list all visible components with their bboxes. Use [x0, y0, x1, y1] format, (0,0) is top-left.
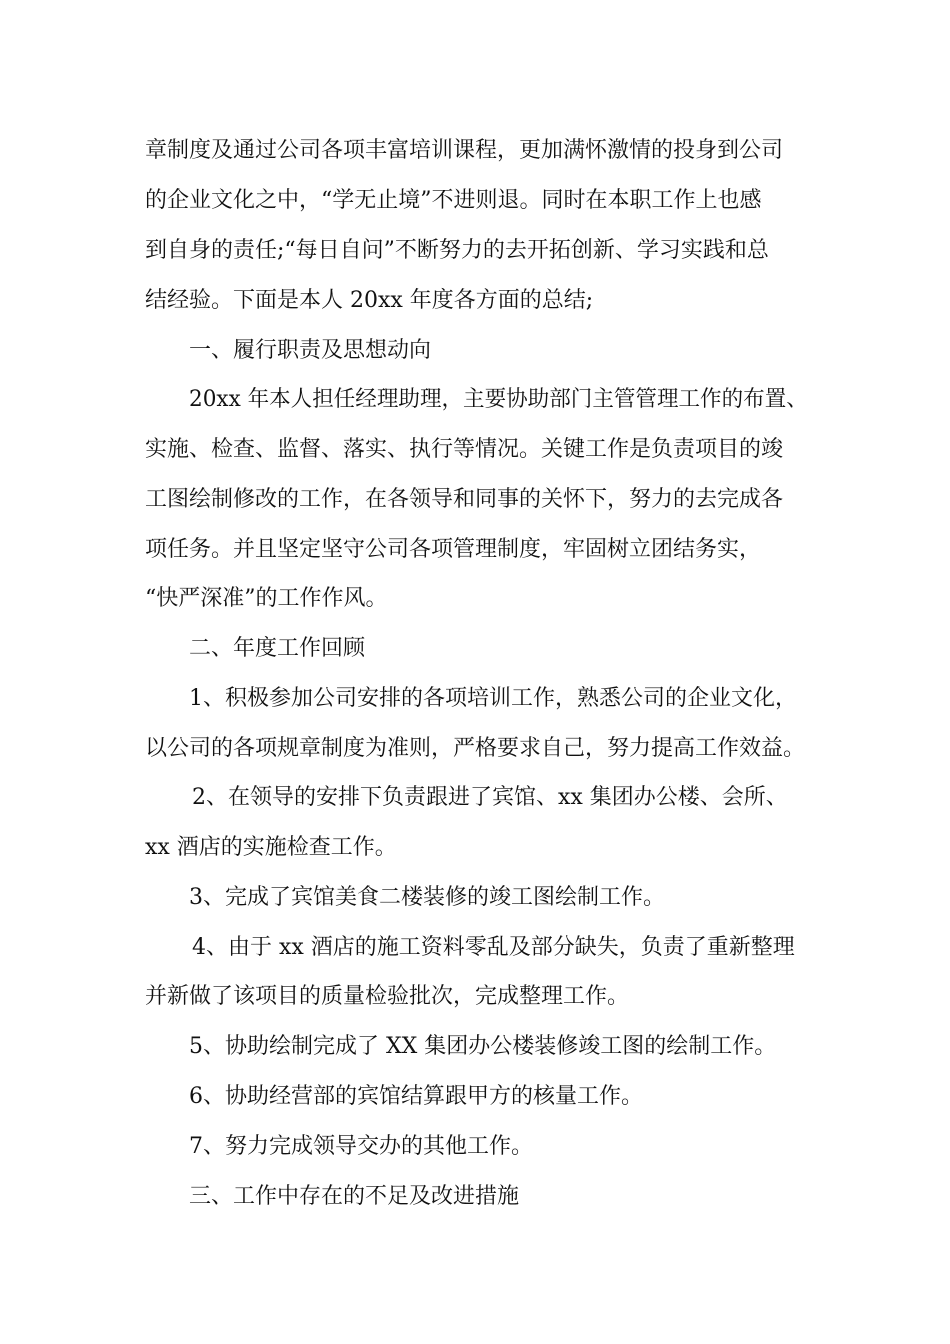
- paragraph-line: 结经验。下面是本人 20xx 年度各方面的总结;: [145, 288, 594, 313]
- section-heading: 二、年度工作回顾: [189, 636, 366, 661]
- paragraph-line: 20xx 年本人担任经理助理，主要协助部门主管管理工作的布置、: [189, 387, 808, 412]
- paragraph-line: 章制度及通过公司各项丰富培训课程，更加满怀激情的投身到公司: [145, 138, 784, 163]
- section-heading: 一、履行职责及思想动向: [189, 338, 432, 363]
- paragraph-line: 项任务。并且坚定坚守公司各项管理制度，牢固树立团结务实，: [145, 537, 762, 562]
- list-item: 7、努力完成领导交办的其他工作。: [189, 1134, 533, 1159]
- list-item-continuation: 并新做了该项目的质量检验批次，完成整理工作。: [145, 984, 630, 1009]
- list-item-continuation: xx 酒店的实施检查工作。: [145, 835, 397, 860]
- list-item: 1、积极参加公司安排的各项培训工作，熟悉公司的企业文化，: [189, 686, 797, 711]
- paragraph-line: “快严深准”的工作作风。: [145, 586, 388, 611]
- paragraph-line: 工图绘制修改的工作，在各领导和同事的关怀下，努力的去完成各: [145, 487, 784, 512]
- list-item: 5、协助绘制完成了 XX 集团办公楼装修竣工图的绘制工作。: [189, 1034, 777, 1059]
- list-item: 2、在领导的安排下负责跟进了宾馆、xx 集团办公楼、会所、: [192, 785, 788, 810]
- paragraph-line: 到自身的责任;“每日自问”不断努力的去开拓创新、学习实践和总: [145, 238, 769, 263]
- list-item: 3、完成了宾馆美食二楼装修的竣工图绘制工作。: [189, 885, 665, 910]
- list-item: 6、协助经营部的宾馆结算跟甲方的核量工作。: [189, 1084, 643, 1109]
- section-heading: 三、工作中存在的不足及改进措施: [189, 1184, 520, 1209]
- list-item-continuation: 以公司的各项规章制度为准则，严格要求自己，努力提高工作效益。: [145, 736, 806, 761]
- paragraph-line: 实施、检查、监督、落实、执行等情况。关键工作是负责项目的竣: [145, 437, 784, 462]
- list-item: 4、由于 xx 酒店的施工资料零乱及部分缺失，负责了重新整理: [192, 935, 795, 960]
- paragraph-line: 的企业文化之中，“学无止境”不进则退。同时在本职工作上也感: [145, 188, 762, 213]
